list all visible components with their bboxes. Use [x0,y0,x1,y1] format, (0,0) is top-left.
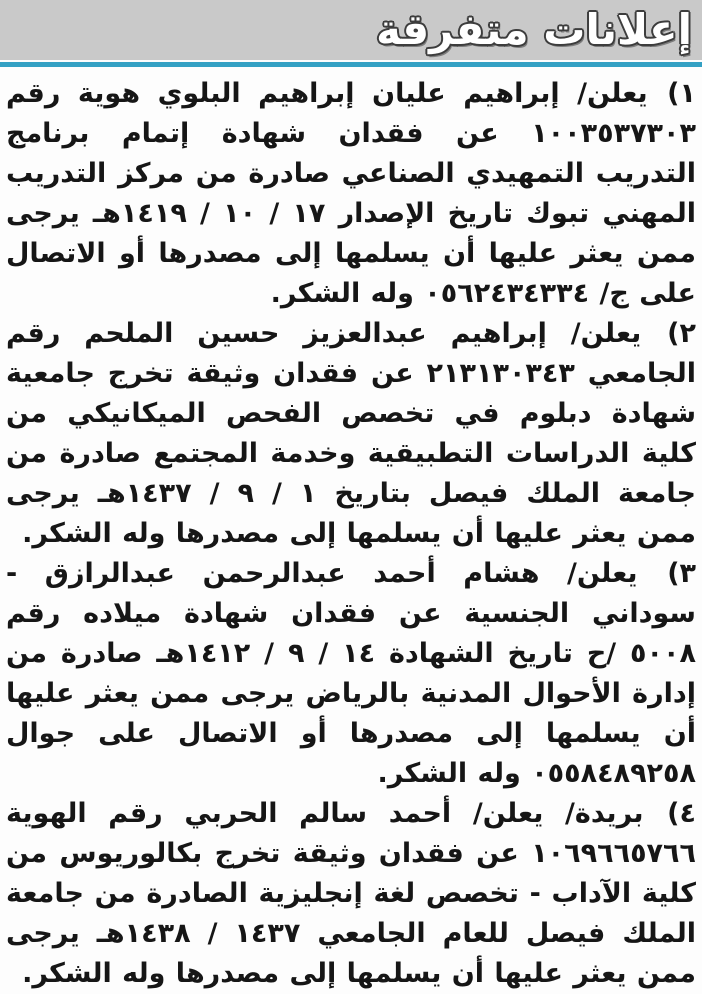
section-title: إعلانات متفرقة [376,5,692,54]
announcement-number: ١) [667,78,696,109]
announcement-item-3 [6,554,696,794]
announcements-list [0,67,702,994]
announcement-number: ٢) [667,318,696,349]
section-masthead [0,0,702,60]
announcement-item-1 [6,74,696,314]
announcement-text: بريدة/ يعلن/ أحمد سالم الحربي رقم الهوية ١٠٦٩٦٦٥٧٦٦ عن فقدان وثيقة تخرج بكالوريوس من كلية الآداب - تخصص لغة إنجليزية الصادرة من جامعة الملك فيصل للعام الجامعي ١٤٣٧ / ١٤٣٨هـ يرجى ممن يعثر عليها أن يسلمها إلى مصدرها وله الشكر. [6,798,696,989]
announcement-item-4 [6,794,696,994]
announcement-text: يعلن/ هشام أحمد عبدالرحمن عبدالرازق - سوداني الجنسية عن فقدان شهادة ميلاده رقم ٥٠٠٨ /ح تاريخ الشهادة ١٤ / ٩ / ١٤١٢هـ صادرة من إدارة الأحوال المدنية بالرياض يرجى ممن يعثر عليها أن يسلمها إلى مصدرها أو الاتصال على جوال ٠٥٥٨٤٨٩٢٥٨ وله الشكر. [6,558,696,789]
announcement-item-2 [6,314,696,554]
announcement-text: يعلن/ إبراهيم عليان إبراهيم البلوي هوية رقم ١٠٠٣٥٣٧٣٠٣ عن فقدان شهادة إتمام برنامج التدريب التمهيدي الصناعي صادرة من مركز التدريب المهني تبوك تاريخ الإصدار ١٧ / ١٠ / ١٤١٩هـ يرجى ممن يعثر عليها أن يسلمها إلى مصدرها أو الاتصال على ج/ ٠٥٦٢٤٣٤٣٣٤ وله الشكر. [6,78,697,309]
announcement-text: يعلن/ إبراهيم عبدالعزيز حسين الملحم رقم الجامعي ٢١٣١٣٠٣٤٣ عن فقدان وثيقة تخرج جامعية شهادة دبلوم في تخصص الفحص الميكانيكي من كلية الدراسات التطبيقية وخدمة المجتمع صادرة من جامعة الملك فيصل بتاريخ ١ / ٩ / ١٤٣٧هـ يرجى ممن يعثر عليها أن يسلمها إلى مصدرها وله الشكر. [6,318,696,549]
announcement-number: ٣) [667,558,697,589]
announcement-number: ٤) [667,798,696,829]
